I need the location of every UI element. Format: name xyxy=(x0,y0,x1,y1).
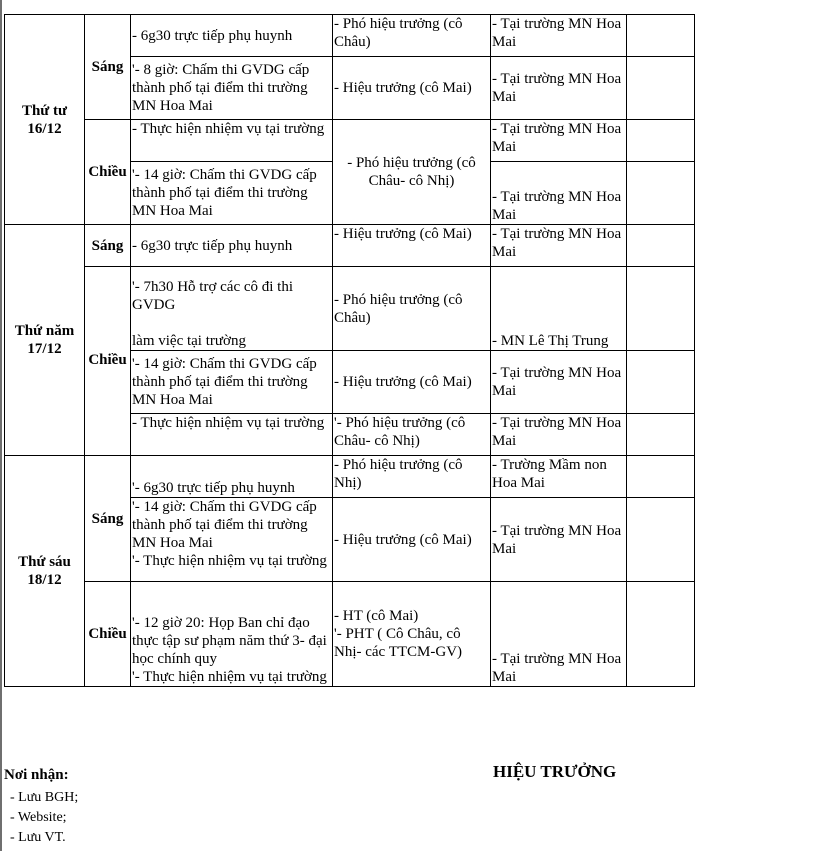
task-cell: '- 8 giờ: Chấm thi GVDG cấp thành phố tại điểm thi trường MN Hoa Mai xyxy=(131,57,333,120)
task-cell: - 6g30 trực tiếp phụ huynh xyxy=(131,225,333,267)
schedule-row xyxy=(5,582,695,687)
task-cell xyxy=(131,498,333,582)
task-cell: '- 14 giờ: Chấm thi GVDG cấp thành phố tại điểm thi trường MN Hoa Mai xyxy=(131,162,333,225)
person-cell: - Hiệu trưởng (cô Mai) xyxy=(333,351,491,414)
note-cell xyxy=(627,456,695,498)
task-line: '- Thực hiện nhiệm vụ tại trường xyxy=(132,553,327,569)
person-cell: - Phó hiệu trưởng (cô Châu) xyxy=(333,267,491,351)
note-cell xyxy=(627,120,695,162)
task-line: '- 12 giờ 20: Họp Ban chỉ đạo thực tập sư phạm năm thứ 3- đại học chính quy xyxy=(132,615,331,667)
person-cell: '- Phó hiệu trưởng (cô Châu- cô Nhị) xyxy=(333,414,491,456)
person-line: - HT (cô Mai) xyxy=(334,608,419,624)
schedule-row xyxy=(5,267,695,351)
day-name: Thứ tư xyxy=(21,102,68,119)
left-margin-rule xyxy=(0,0,2,851)
note-cell xyxy=(627,225,695,267)
session-afternoon: Chiều xyxy=(85,582,131,687)
weekly-schedule-table xyxy=(4,14,695,687)
day-date: 18/12 xyxy=(27,572,62,588)
place-cell: - Tại trường MN Hoa Mai xyxy=(491,414,627,456)
place-cell: - Tại trường MN Hoa Mai xyxy=(491,15,627,57)
day-name: Thứ năm xyxy=(14,323,75,339)
person-cell: - Phó hiệu trưởng (cô Châu) xyxy=(333,15,491,57)
day-date: 16/12 xyxy=(27,120,62,137)
task-cell xyxy=(131,582,333,687)
place-cell: - Tại trường MN Hoa Mai xyxy=(491,57,627,120)
session-afternoon: Chiều xyxy=(85,267,131,456)
recipient-item: - Website; xyxy=(10,810,67,825)
task-cell xyxy=(131,267,333,351)
session-morning: Sáng xyxy=(85,456,131,582)
place-cell: - Tại trường MN Hoa Mai xyxy=(491,582,627,687)
schedule-row xyxy=(5,120,695,162)
task-cell: '- 14 giờ: Chấm thi GVDG cấp thành phố tại điểm thi trường MN Hoa Mai xyxy=(131,351,333,414)
task-cell: - Thực hiện nhiệm vụ tại trường xyxy=(131,120,333,162)
recipients-block xyxy=(4,766,78,848)
day-name: Thứ sáu xyxy=(18,554,71,570)
person-line: '- PHT ( Cô Châu, cô Nhị- các TTCM-GV) xyxy=(334,626,465,660)
schedule-row xyxy=(5,225,695,267)
person-cell: - Phó hiệu trưởng (cô Châu- cô Nhị) xyxy=(333,120,491,225)
day-cell-thu xyxy=(5,225,85,456)
recipient-item: - Lưu VT. xyxy=(10,830,66,845)
place-cell: - Tại trường MN Hoa Mai xyxy=(491,351,627,414)
note-cell xyxy=(627,57,695,120)
note-cell xyxy=(627,15,695,57)
day-cell-wed xyxy=(5,15,85,225)
person-cell: - Hiệu trưởng (cô Mai) xyxy=(333,498,491,582)
task-line: làm việc tại trường xyxy=(132,333,246,349)
place-cell: - Tại trường MN Hoa Mai xyxy=(491,120,627,162)
session-afternoon: Chiều xyxy=(85,120,131,225)
place-cell: - Trường Mầm non Hoa Mai xyxy=(491,456,627,498)
schedule-row xyxy=(5,456,695,498)
note-cell xyxy=(627,351,695,414)
person-cell xyxy=(333,582,491,687)
person-cell: - Phó hiệu trưởng (cô Nhị) xyxy=(333,456,491,498)
note-cell xyxy=(627,498,695,582)
day-date: 17/12 xyxy=(27,341,62,357)
task-line: '- 7h30 Hỗ trợ các cô đi thi GVDG xyxy=(132,279,297,313)
recipients-title: Nơi nhận: xyxy=(4,767,69,783)
schedule-row xyxy=(5,15,695,57)
recipient-item: - Lưu BGH; xyxy=(10,790,79,805)
task-line: '- Thực hiện nhiệm vụ tại trường xyxy=(132,669,327,685)
session-morning: Sáng xyxy=(85,225,131,267)
person-cell: - Hiệu trưởng (cô Mai) xyxy=(333,225,491,267)
place-cell: - Tại trường MN Hoa Mai xyxy=(491,225,627,267)
person-cell: - Hiệu trưởng (cô Mai) xyxy=(333,57,491,120)
session-morning: Sáng xyxy=(85,15,131,120)
task-line: '- 14 giờ: Chấm thi GVDG cấp thành phố tại điểm thi trường MN Hoa Mai xyxy=(132,499,321,551)
blank-line xyxy=(132,314,331,332)
day-cell-fri xyxy=(5,456,85,687)
task-cell: - Thực hiện nhiệm vụ tại trường xyxy=(131,414,333,456)
note-cell xyxy=(627,582,695,687)
task-cell: - 6g30 trực tiếp phụ huynh xyxy=(131,15,333,57)
place-cell: - Tại trường MN Hoa Mai xyxy=(491,498,627,582)
task-cell: '- 6g30 trực tiếp phụ huynh xyxy=(131,456,333,498)
note-cell xyxy=(627,414,695,456)
note-cell xyxy=(627,162,695,225)
place-cell: - MN Lê Thị Trung xyxy=(491,267,627,351)
place-cell: - Tại trường MN Hoa Mai xyxy=(491,162,627,225)
signature-title: HIỆU TRƯỞNG xyxy=(493,762,617,781)
note-cell xyxy=(627,267,695,351)
